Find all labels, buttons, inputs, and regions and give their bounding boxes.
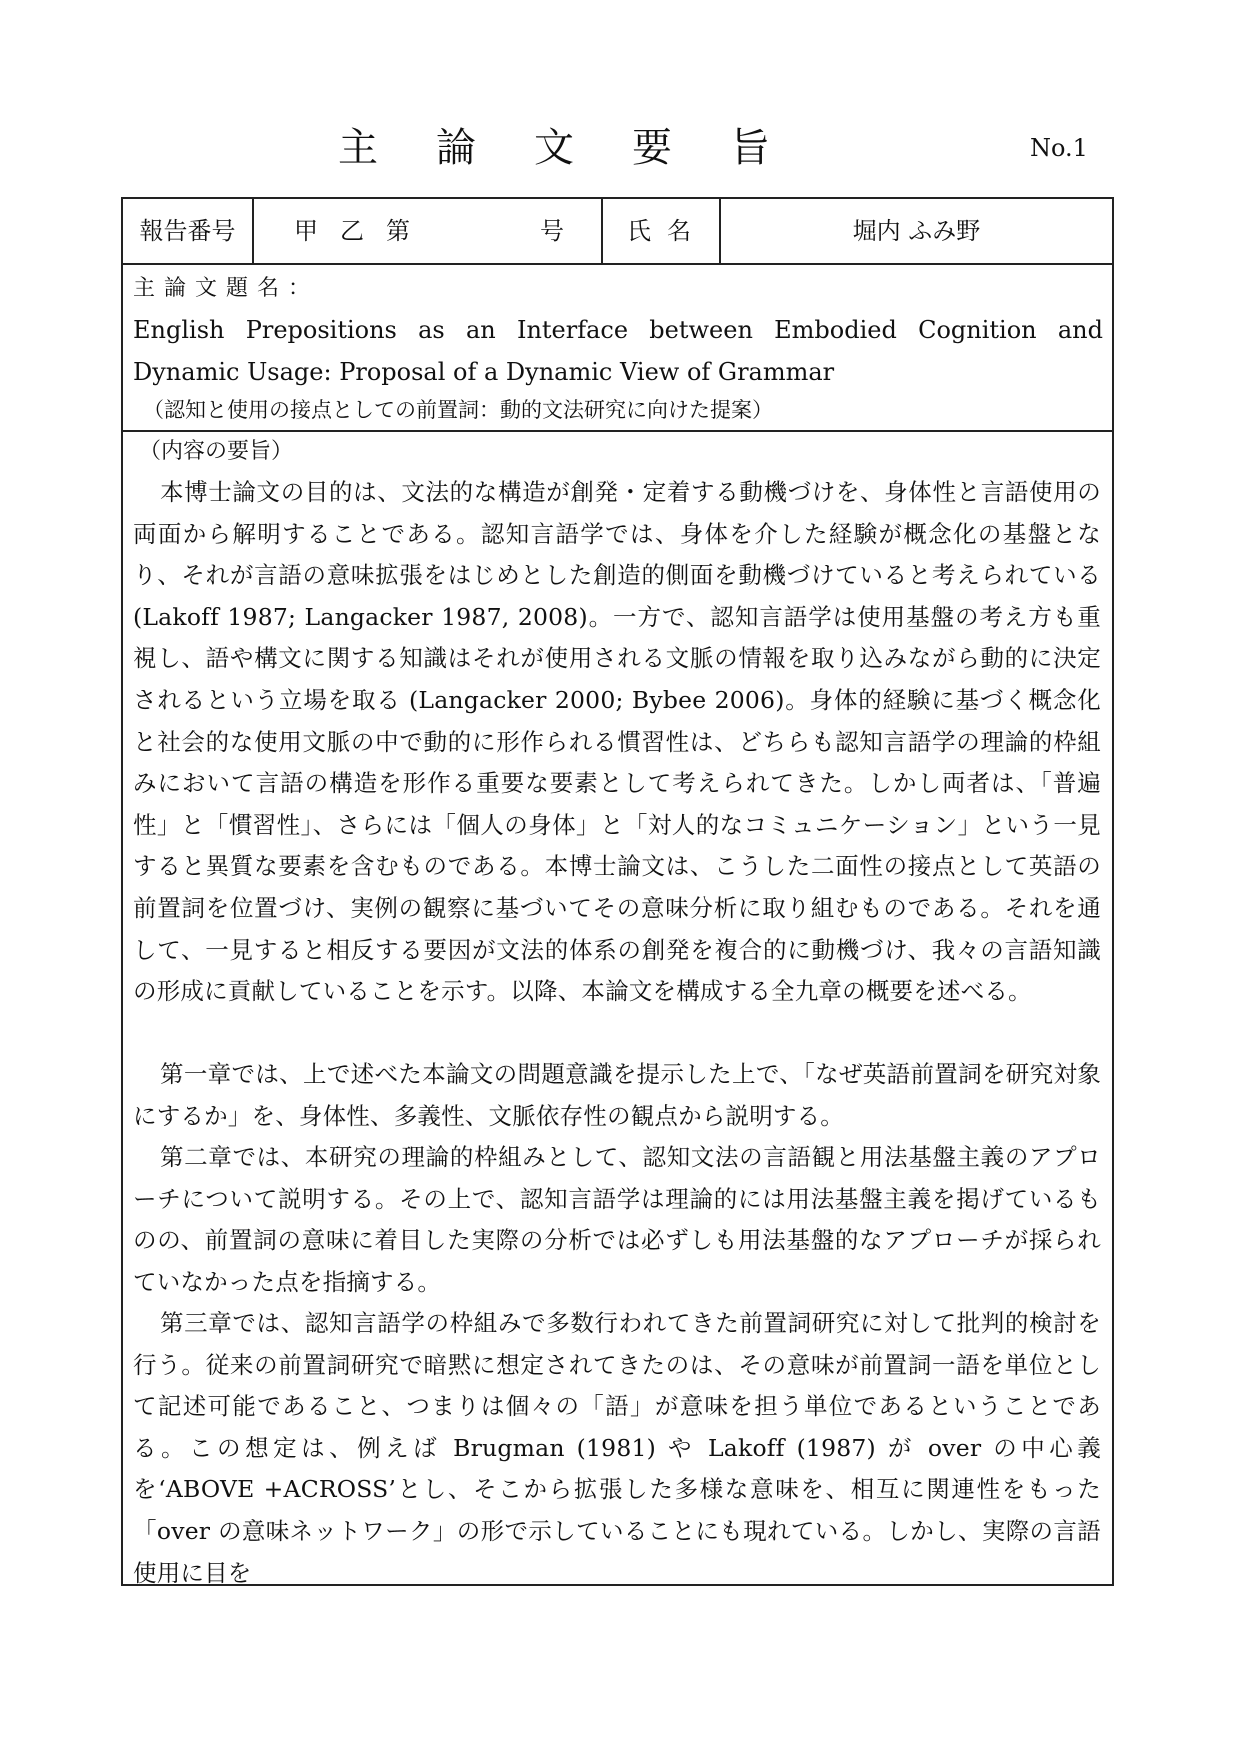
report-dai: 第: [386, 217, 410, 245]
summary-paragraph: 第二章では、本研究の理論的枠組みとして、認知文法の言語観と用法基盤主義のアプローチについて説明する。その上で、認知言語学は理論的には用法基盤主義を掲げているものの、前置詞の意味に着目した実際の分析では必ずしも用法基盤的なアプローチが採られていなかった点を指摘する。: [133, 1143, 1101, 1296]
thesis-title-label: 主論文題名：: [133, 276, 320, 301]
summary-label: （内容の要旨）: [139, 439, 294, 464]
summary-section: [123, 432, 1112, 1587]
name-label: 氏名: [603, 199, 721, 263]
summary-paragraph: 本博士論文の目的は、文法的な構造が創発・定着する動機づけを、身体性と言語使用の両面から解明することである。認知言語学では、身体を介した経験が概念化の基盤となり、それが言語の意味拡張をはじめとした創造的側面を動機づけていると考えられている (Lakoff 1987; Langacker 1987, 2008)。一方で、認知言語学は使用基盤の考え方も重視し、語や構文に関する知識はそれが使用される文脈の情報を取り込みながら動的に決定されるという立場を取る (Langacker 2000; Bybee 2006)。身体的経験に基づく概念化と社会的な使用文脈の中で動的に形作られる慣習性は、どちらも認知言語学の理論的枠組みにおいて言語の構造を形作る重要な要素として考えられてきた。しかし両者は、「普遍性」と「慣習性」、さらには「個人の身体」と「対人的なコミュニケーション」という一見すると異質な要素を含むものである。本博士論文は、こうした二面性の接点として英語の前置詞を位置づけ、実例の観察に基づいてその意味分析に取り組むものである。それを通して、一見すると相反する要因が文法的体系の創発を複合的に動機づけ、我々の言語知識の形成に貢献していることを示す。以降、本論文を構成する全九章の概要を述べる。: [133, 478, 1101, 1006]
summary-form: [121, 197, 1114, 1586]
page-number: No.1: [1030, 134, 1088, 162]
summary-paragraph: 第三章では、認知言語学の枠組みで多数行われてきた前置詞研究に対して批判的検討を行う。従来の前置詞研究で暗黙に想定されてきたのは、その意味が前置詞一語を単位として記述可能であること、つまりは個々の「語」が意味を担う単位であるということである。この想定は、例えば Brugman (1981) や Lakoff (1987) が over の中心義を‘ABOVE +ACROSS’とし、そこから拡張した多様な意味を、相互に関連性をもった「over の意味ネットワーク」の形で示していることにも現れている。しかし、実際の言語使用に目を: [133, 1309, 1101, 1587]
thesis-title-japanese: （認知と使用の接点としての前置詞：動的文法研究に向けた提案）: [143, 398, 773, 422]
summary-paragraph: 第一章では、上で述べた本論文の問題意識を提示した上で、「なぜ英語前置詞を研究対象にするか」を、身体性、多義性、文脈依存性の観点から説明する。: [133, 1060, 1101, 1130]
report-gou: 号: [540, 217, 564, 245]
report-number-field: [254, 199, 603, 263]
info-row: [123, 199, 1112, 265]
thesis-title-english: English Prepositions as an Interface between Embodied Cognition and Dynamic Usage: Proposal of a Dynamic View of Grammar: [133, 316, 1103, 386]
report-kou: 甲: [294, 217, 318, 245]
thesis-title-section: [123, 265, 1112, 432]
author-name: 堀内 ふみ野: [852, 217, 981, 245]
document-title: 主論文要旨: [338, 125, 828, 171]
report-otsu: 乙: [340, 217, 364, 245]
report-number-label: 報告番号: [123, 199, 254, 263]
